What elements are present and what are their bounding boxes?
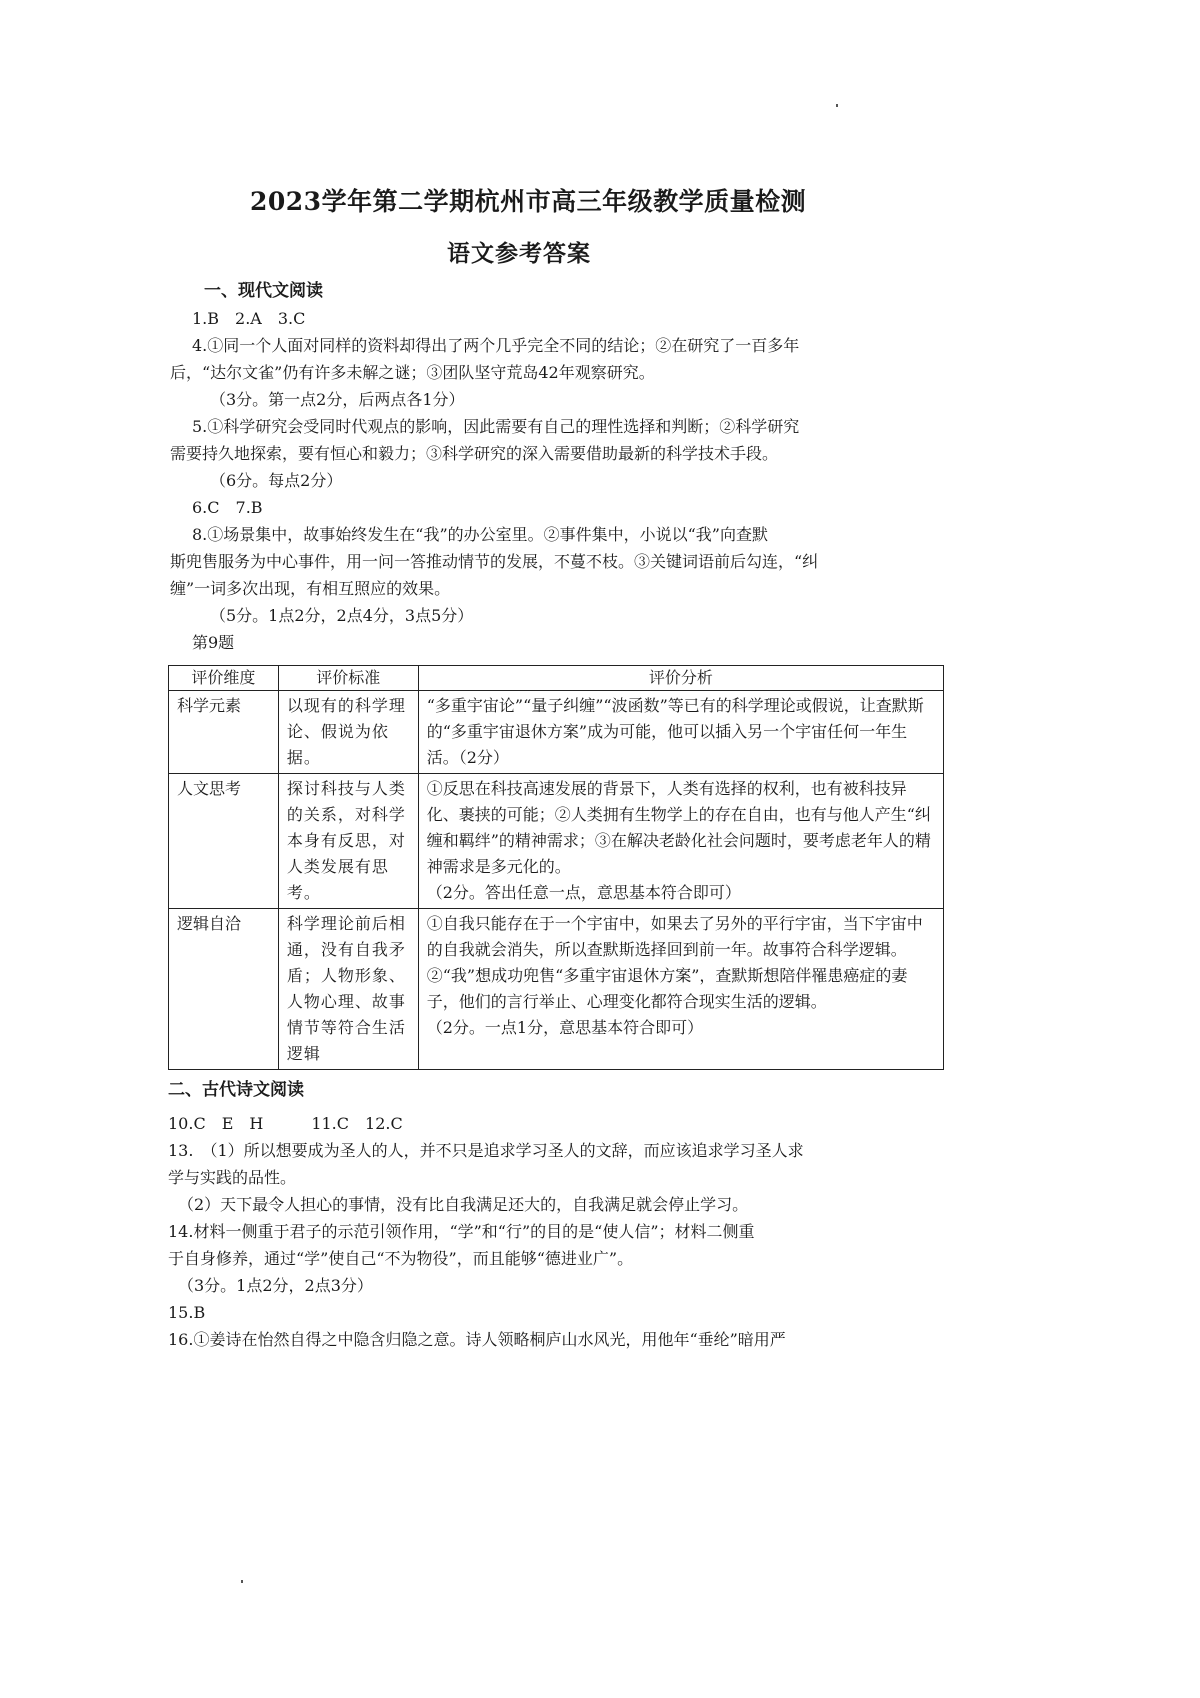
answer-line: 5.①科学研究会受同时代观点的影响，因此需要有自己的理性选择和判断；②科学研究 xyxy=(192,417,800,436)
analysis-cell xyxy=(418,774,943,909)
answer-line: 1.B 2.A 3.C xyxy=(192,309,306,328)
score-note: （3分。第一点2分，后两点各1分） xyxy=(210,390,465,409)
document-title: 2023学年第二学期杭州市高三年级教学质量检测 xyxy=(250,187,807,216)
analysis-cell xyxy=(418,909,943,1070)
answer-line: 斯兜售服务为中心事件，用一问一答推动情节的发展，不蔓不枝。③关键词语前后勾连，“纠 xyxy=(170,552,819,571)
answer-line: 需要持久地探索，要有恒心和毅力；③科学研究的深入需要借助最新的科学技术手段。 xyxy=(170,444,779,463)
answer-line: （2）天下最令人担心的事情，没有比自我满足还大的，自我满足就会停止学习。 xyxy=(178,1195,749,1214)
table-row xyxy=(169,909,944,1070)
score-note: （3分。1点2分，2点3分） xyxy=(178,1276,373,1295)
answer-line: 学与实践的品性。 xyxy=(168,1168,297,1187)
criteria-cell: 科学理论前后相通，没有自我矛盾；人物形象、人物心理、故事情节等符合生活逻辑 xyxy=(278,909,418,1070)
answer-line: 8.①场景集中，故事始终发生在“我”的办公室里。②事件集中，小说以“我”向查默 xyxy=(192,525,768,544)
answer-line: 16.①姜诗在怡然自得之中隐含归隐之意。诗人领略桐庐山水风光，用他年“垂纶”暗用严 xyxy=(168,1330,786,1349)
scan-speck xyxy=(836,104,838,107)
analysis-text: ①自我只能存在于一个宇宙中，如果去了另外的平行宇宙，当下宇宙中的自我就会消失，所以查默斯选择回到前一年。故事符合科学逻辑。 xyxy=(426,914,923,959)
analysis-text: ①反思在科技高速发展的背景下，人类有选择的权利，也有被科技异化、裹挟的可能；②人类拥有生物学上的存在自由，也有与他人产生“纠缠和羁绊”的精神需求；③在解决老龄化社会问题时，要考虑老年人的精神需求是多元化的。 xyxy=(426,779,931,876)
criteria-cell: 以现有的科学理论、假说为依据。 xyxy=(278,691,418,774)
table-row xyxy=(169,691,944,774)
section-classical-reading xyxy=(168,1077,888,1353)
score-note: （2分。答出任意一点，意思基本符合即可） xyxy=(426,883,741,902)
dimension-cell: 人文思考 xyxy=(169,774,279,909)
answer-line: 15.B xyxy=(168,1303,206,1322)
dimension-cell: 科学元素 xyxy=(169,691,279,774)
section-modern-reading xyxy=(170,278,890,656)
table-row xyxy=(169,774,944,909)
answer-line: 13. （1）所以想要成为圣人的人，并不只是追求学习圣人的文辞，而应该追求学习圣人求 xyxy=(168,1141,804,1160)
analysis-cell xyxy=(418,691,943,774)
answer-line: 14.材料一侧重于君子的示范引领作用，“学”和“行”的目的是“使人信”；材料二侧重 xyxy=(168,1222,755,1241)
question-label: 第9题 xyxy=(192,633,235,652)
answer-line: 4.①同一个人面对同样的资料却得出了两个几乎完全不同的结论；②在研究了一百多年 xyxy=(192,336,800,355)
analysis-text: ②“我”想成功兜售“多重宇宙退休方案”，查默斯想陪伴罹患癌症的妻子，他们的言行举止、心理变化都符合现实生活的逻辑。 xyxy=(426,966,908,1011)
table-header: 评价维度 xyxy=(169,666,279,691)
analysis-text: “多重宇宙论”“量子纠缠”“波函数”等已有的科学理论或假说，让查默斯的“多重宇宙退休方案”成为可能，他可以插入另一个宇宙任何一年生活。（2分） xyxy=(426,696,924,767)
table-header: 评价分析 xyxy=(418,666,943,691)
score-note: （2分。一点1分，意思基本符合即可） xyxy=(426,1018,704,1037)
answer-line: 10.C E H 11.C 12.C xyxy=(168,1114,403,1133)
section-heading: 二、古代诗文阅读 xyxy=(168,1080,304,1100)
score-note: （5分。1点2分，2点4分，3点5分） xyxy=(210,606,474,625)
criteria-cell: 探讨科技与人类的关系，对科学本身有反思，对人类发展有思考。 xyxy=(278,774,418,909)
answer-line: 6.C 7.B xyxy=(192,498,263,517)
answer-line: 于自身修养，通过“学”使自己“不为物役”，而且能够“德进业广”。 xyxy=(168,1249,634,1268)
table-header: 评价标准 xyxy=(278,666,418,691)
answer-line: 缠”一词多次出现，有相互照应的效果。 xyxy=(170,579,451,598)
evaluation-table xyxy=(168,665,944,1070)
table-header-row xyxy=(169,666,944,691)
dimension-cell: 逻辑自洽 xyxy=(169,909,279,1070)
score-note: （6分。每点2分） xyxy=(210,471,343,490)
scan-speck xyxy=(241,1580,243,1583)
document-subtitle: 语文参考答案 xyxy=(447,240,591,267)
answer-line: 后，“达尔文雀”仍有许多未解之谜；③团队坚守荒岛42年观察研究。 xyxy=(170,363,655,382)
section-heading: 一、现代文阅读 xyxy=(204,281,323,301)
